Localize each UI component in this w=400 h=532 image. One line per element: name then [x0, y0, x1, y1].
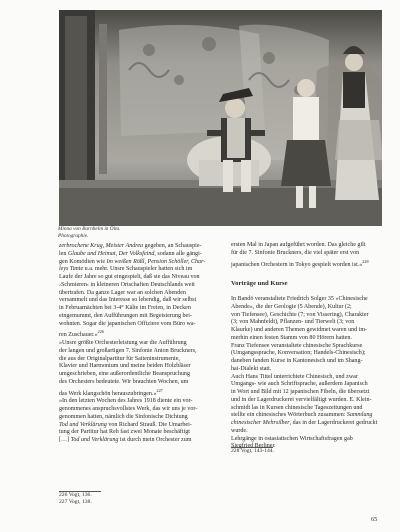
paragraph-berliner: Lehrgänge in ostasiatischen Wirtschaftsfragen gab Siegfried Berliner. — [231, 435, 353, 450]
paragraph-continuation: ersten Mal in Japan aufgeführt worden. Das gleiche gilt für die 7. Sinfonie Bruckners, die viel später erst von japanischen Orchestern in Tokyo gespielt worden ist.«$^{228}$ — [231, 242, 369, 268]
paragraph-solger: In Bandō veranstaltete Friedrich Solger 35 »Chinesische Abende«, die der Geologie (5 Abende), Kultur (2; von Tiefensee), Geschichte (7; von Vissering), Charakter (3; von Mahnfeldt), Pflanzen- und Tierwelt (3; von Klaurke) und anderen Themen gewidmet waren und im- merhin einen festen Stamm von 80 Hörern hatten. — [231, 296, 369, 341]
caption-label: Photographie. — [58, 232, 89, 239]
caption-title: Minna von Barnhelm in Ōita. — [58, 226, 121, 232]
footnote-227: 227 Vogt, 138. — [59, 499, 92, 505]
paragraph-tiefensee: Franz Tiefensee veranstaltete chinesische Sprachkurse (Umgangssprache, Konversation; Handels-Chinesisch); daneben fanden Kurse in Kantonesisch und im Shang- hai-Dialekt statt. — [231, 342, 366, 372]
theater-photograph — [59, 10, 382, 226]
left-footnotes — [59, 491, 216, 506]
paragraph-tittel: Auch Hans Tittel unterrichtete Chinesisch, und zwar Umgangs- wie auch Schriftsprache, außerdem Japanisch in Wort und Bild mit 12 japanischen Fibeln, die übersetzt und in der Lagerdruckerei vervielfältigt wurden. E. Klein- schmidt las in Kursen chinesische Tageszeitungen und stellte ein chinesisches Wörterbuch zusammen: Sammlung chinesischer Mehrsilber, das in der Lagerdruckerei gedruckt wurde. — [231, 373, 378, 434]
line-2: len Glaube und Heimat, Der Volksfeind, sodann alle gängi- — [59, 250, 202, 257]
page-number: 65 — [371, 516, 378, 523]
line-3: gen Komödien wie Im weißen Rößl, Pension Schöller, Char- — [59, 258, 206, 265]
section-heading: Vorträge und Kurse — [231, 280, 288, 288]
footnote-226: 226 Vogt, 136. — [59, 492, 92, 498]
line-1: zerbrochene Krug, Meister Andrea gegeben, an Schauspie- — [59, 243, 202, 249]
left-text-column — [59, 243, 216, 445]
right-text-column — [231, 242, 382, 451]
paragraph-strauss: »In den letzten Wochen des Jahres 1918 diente ein vor- genommenes anspruchsvollstes Werk, das wir uns je vor- genommen hatten, nämlich die Sinfonische Dichtung Tod und Verklärung von Richard Strauß. Die Umarbei- tung der Partitur hat Reh fast zwei Monate beschäftigt […] Tod und Verklärung ist durch mein Orchester zum — [59, 398, 198, 444]
footnote-ref-227[interactable]: 227 — [156, 387, 163, 393]
paragraph-theater: zerbrochene Krug, Meister Andrea gegeben, an Schauspie- len Glaube und Heimat, Der Volksfeind, sodann alle gängi- gen Komödien wie Im weißen Rößl, Pension Schöller, Char- leys Tante u.a. mehr. Unsre Schauspieler hatten sich im Laufe der Jahre so gut eingespielt, daß sie das Niveau von ›Schmieren‹ in kleineren Ortschaften Deutschlands weit übertrafen. Da ganze Lager war an solchen Abenden versammelt und das Interesse so lebendig, daß wir selbst in Februarnächten bei 3-4° Kälte im Freien, in Decken eingemummt, den Aufführungen mit Begeisterung bei- wohnten. Sogar die japanischen Offiziere vom Büro wa- ren Zuschauer.«$^{226}$ — [59, 243, 206, 339]
footnote-ref-226[interactable]: 226 — [97, 329, 104, 335]
paragraph-bruckner: »Unsre größte Orchesterleistung war die Aufführung der langen und großartigen 7. Sinfonie Anton Bruckners, die aus der Originalpartitur für Saiteninstrumente, Klavier und Harmonium und meine beiden Holzbläser umgeschrieben, eine außerordentliche Beanspruchung des Orchesters bedeutete. Wir brauchten Wochen, um das Werk klangschön herauszubringen.«$^{227}$ — [59, 340, 197, 397]
line-4: leys Tante u.a. mehr. Unsre Schauspieler hatten sich im — [59, 266, 193, 273]
footnote-228: 228 Vogt, 143-144. — [231, 448, 274, 454]
right-footnotes — [231, 447, 382, 455]
footnote-ref-228[interactable]: 228 — [362, 258, 369, 264]
photo-caption — [58, 226, 188, 239]
